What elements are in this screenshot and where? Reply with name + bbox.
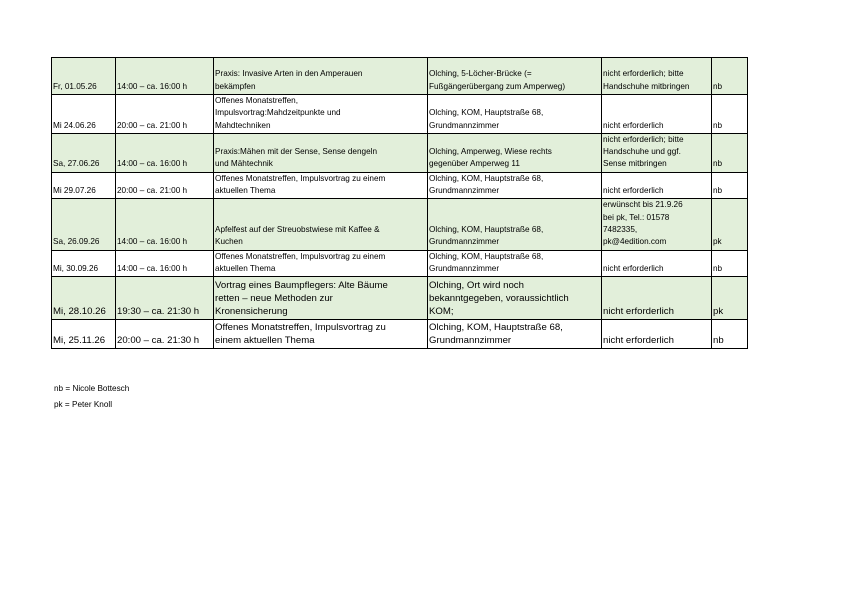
date-cell: Mi, 30.09.26	[52, 250, 116, 277]
contact-cell: nb	[712, 133, 748, 172]
registration-cell: nicht erforderlich	[602, 320, 712, 349]
table-row	[52, 172, 748, 199]
contact-cell: pk	[712, 199, 748, 250]
table-row	[52, 58, 748, 95]
table-row	[52, 199, 748, 250]
topic-cell: Offenes Monatstreffen, Impulsvortrag:Mahdzeitpunkte und Mahdtechniken	[214, 95, 428, 134]
time-cell: 19:30 – ca. 21:30 h	[116, 277, 214, 320]
topic-cell: Offenes Monatstreffen, Impulsvortrag zu einem aktuellen Thema	[214, 320, 428, 349]
registration-cell: nicht erforderlich; bitte Handschuhe mitbringen	[602, 58, 712, 95]
date-cell: Sa, 26.09.26	[52, 199, 116, 250]
location-cell: Olching, KOM, Hauptstraße 68, Grundmannzimmer	[428, 250, 602, 277]
legend-entry-nb: nb = Nicole Bottesch	[54, 384, 130, 393]
table-row	[52, 95, 748, 134]
date-cell: Mi, 28.10.26	[52, 277, 116, 320]
table-row	[52, 277, 748, 320]
table-row	[52, 250, 748, 277]
time-cell: 14:00 – ca. 16:00 h	[116, 199, 214, 250]
registration-cell: erwünscht bis 21.9.26 bei pk, Tel.: 01578 7482335, pk@4edition.com	[602, 199, 712, 250]
location-cell: Olching, Ort wird noch bekanntgegeben, voraussichtlich KOM;	[428, 277, 602, 320]
contact-cell: nb	[712, 250, 748, 277]
date-cell: Mi 24.06.26	[52, 95, 116, 134]
registration-cell: nicht erforderlich	[602, 277, 712, 320]
location-cell: Olching, Amperweg, Wiese rechts gegenüber Amperweg 11	[428, 133, 602, 172]
date-cell: Fr, 01.05.26	[52, 58, 116, 95]
table-row	[52, 133, 748, 172]
legend-entry-pk: pk = Peter Knoll	[54, 399, 113, 409]
event-table-container	[51, 57, 748, 349]
event-table	[51, 57, 748, 349]
contact-cell: nb	[712, 95, 748, 134]
date-cell: Mi, 25.11.26	[52, 320, 116, 349]
topic-cell: Apfelfest auf der Streuobstwiese mit Kaffee & Kuchen	[214, 199, 428, 250]
time-cell: 14:00 – ca. 16:00 h	[116, 250, 214, 277]
time-cell: 14:00 – ca. 16:00 h	[116, 133, 214, 172]
time-cell: 14:00 – ca. 16:00 h	[116, 58, 214, 95]
location-cell: Olching, KOM, Hauptstraße 68, Grundmannzimmer	[428, 320, 602, 349]
topic-cell: Praxis: Invasive Arten in den Amperauen bekämpfen	[214, 58, 428, 95]
time-cell: 20:00 – ca. 21:30 h	[116, 320, 214, 349]
location-cell: Olching, KOM, Hauptstraße 68, Grundmannzimmer	[428, 199, 602, 250]
contact-cell: nb	[712, 320, 748, 349]
topic-cell: Praxis:Mähen mit der Sense, Sense dengeln und Mähtechnik	[214, 133, 428, 172]
topic-cell: Offenes Monatstreffen, Impulsvortrag zu einem aktuellen Thema	[214, 172, 428, 199]
contact-cell: nb	[712, 172, 748, 199]
topic-cell: Vortrag eines Baumpflegers: Alte Bäume retten – neue Methoden zur Kronensicherung	[214, 277, 428, 320]
location-cell: Olching, KOM, Hauptstraße 68, Grundmannzimmer	[428, 95, 602, 134]
date-cell: Sa, 27.06.26	[52, 133, 116, 172]
abbreviation-legend	[54, 381, 129, 413]
topic-cell: Offenes Monatstreffen, Impulsvortrag zu einem aktuellen Thema	[214, 250, 428, 277]
location-cell: Olching, 5-Löcher-Brücke (= Fußgängerübergang zum Amperweg)	[428, 58, 602, 95]
date-cell: Mi 29.07.26	[52, 172, 116, 199]
registration-cell: nicht erforderlich	[602, 95, 712, 134]
registration-cell: nicht erforderlich; bitte Handschuhe und ggf. Sense mitbringen	[602, 133, 712, 172]
table-row	[52, 320, 748, 349]
contact-cell: pk	[712, 277, 748, 320]
contact-cell: nb	[712, 58, 748, 95]
time-cell: 20:00 – ca. 21:00 h	[116, 172, 214, 199]
time-cell: 20:00 – ca. 21:00 h	[116, 95, 214, 134]
registration-cell: nicht erforderlich	[602, 250, 712, 277]
registration-cell: nicht erforderlich	[602, 172, 712, 199]
location-cell: Olching, KOM, Hauptstraße 68, Grundmannzimmer	[428, 172, 602, 199]
